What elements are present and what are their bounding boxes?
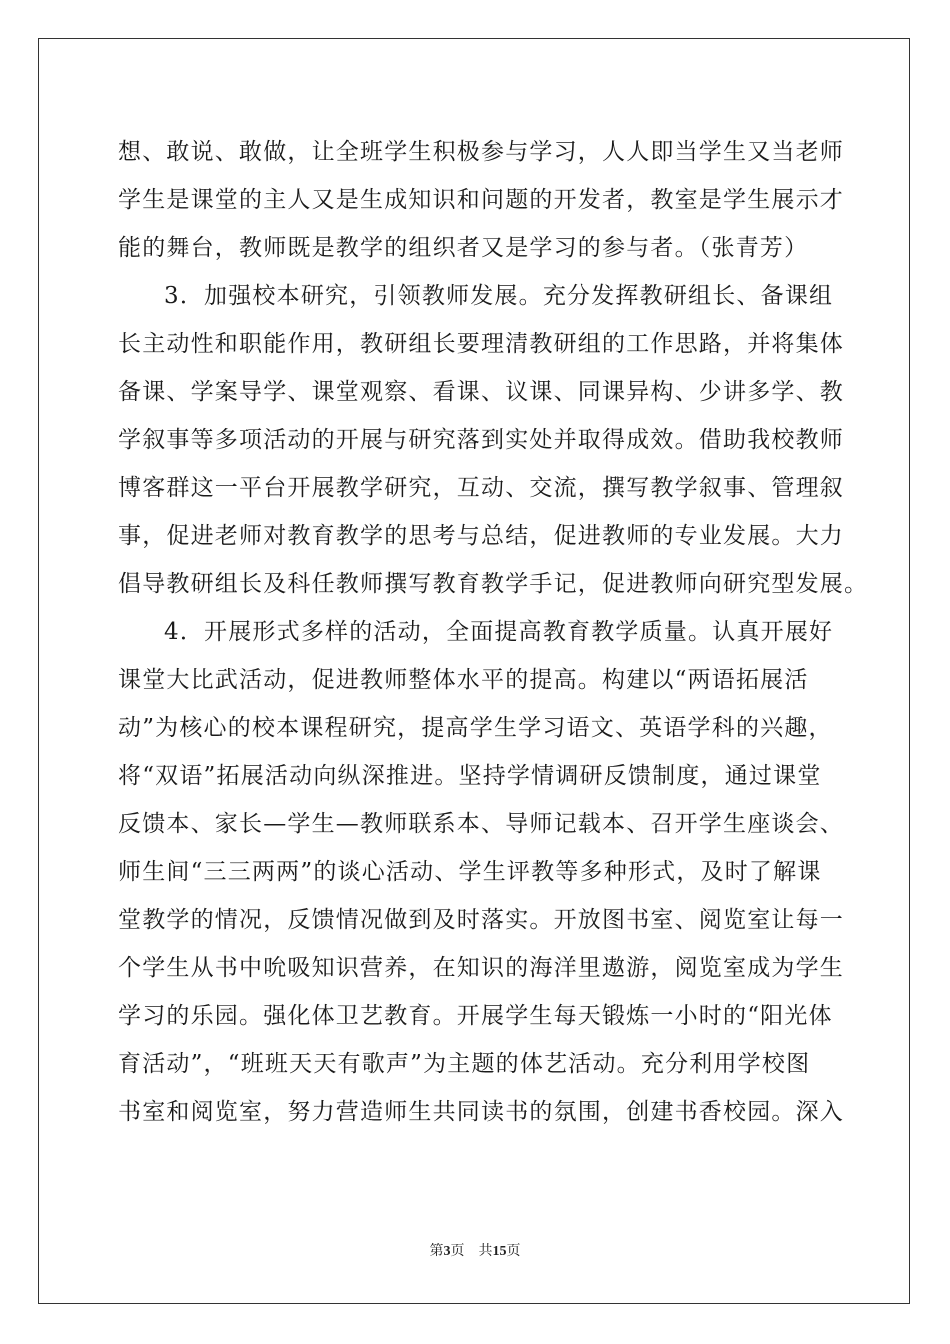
paragraph-line: 课堂大比武活动，促进教师整体水平的提高。构建以“两语拓展活	[118, 667, 809, 693]
paragraph-line: 个学生从书中吮吸知识营养，在知识的海洋里遨游，阅览室成为学生	[118, 955, 844, 981]
paragraph-line: 师生间“三三两两”的谈心活动、学生评教等多种形式，及时了解课	[118, 859, 822, 885]
total-pages-number: 15	[492, 1244, 507, 1259]
paragraph-line: 能的舞台，教师既是教学的组织者又是学习的参与者。（张青芳）	[118, 235, 809, 261]
paragraph-line: 反馈本、家长—学生—教师联系本、导师记载本、召开学生座谈会、	[118, 811, 844, 837]
paragraph-line: 育活动”，“班班天天有歌声”为主题的体艺活动。充分利用学校图	[118, 1051, 811, 1077]
paragraph-line: 堂教学的情况，反馈情况做到及时落实。开放图书室、阅览室让每一	[118, 907, 844, 933]
paragraph-line: 4．开展形式多样的活动，全面提高教育教学质量。认真开展好	[164, 619, 834, 645]
paragraph-line: 倡导教研组长及科任教师撰写教育教学手记，促进教师向研究型发展。	[118, 571, 869, 597]
paragraph-line: 动”为核心的校本课程研究，提高学生学习语文、英语学科的兴趣，	[118, 715, 833, 741]
paragraph-line: 将“双语”拓展活动向纵深推进。坚持学情调研反馈制度，通过课堂	[118, 763, 822, 789]
paragraph-line: 博客群这一平台开展教学研究，互动、交流，撰写教学叙事、管理叙	[118, 475, 844, 501]
paragraph-line: 学习的乐园。强化体卫艺教育。开展学生每天锻炼一小时的“阳光体	[118, 1003, 833, 1029]
paragraph-line: 备课、学案导学、课堂观察、看课、议课、同课异构、少讲多学、教	[118, 379, 844, 405]
paragraph-line: 想、敢说、敢做，让全班学生积极参与学习，人人即当学生又当老师	[118, 139, 844, 165]
document-body	[118, 128, 869, 1136]
footer-total-prefix: 共	[478, 1244, 493, 1259]
paragraph-line: 书室和阅览室，努力营造师生共同读书的氛围，创建书香校园。深入	[118, 1099, 844, 1125]
paragraph-line: 事，促进老师对教育教学的思考与总结，促进教师的专业发展。大力	[118, 523, 844, 549]
footer-page-suffix: 页	[450, 1244, 465, 1259]
paragraph-line: 学叙事等多项活动的开展与研究落到实处并取得成效。借助我校教师	[118, 427, 844, 453]
footer-total-suffix: 页	[506, 1244, 521, 1259]
paragraph-line: 学生是课堂的主人又是生成知识和问题的开发者，教室是学生展示才	[118, 187, 844, 213]
current-page-number: 3	[443, 1244, 451, 1259]
paragraph-line: 长主动性和职能作用，教研组长要理清教研组的工作思路，并将集体	[118, 331, 844, 357]
footer-prefix: 第	[429, 1244, 444, 1259]
paragraph-line: 3．加强校本研究，引领教师发展。充分发挥教研组长、备课组	[164, 283, 834, 309]
page-footer	[0, 1240, 950, 1260]
